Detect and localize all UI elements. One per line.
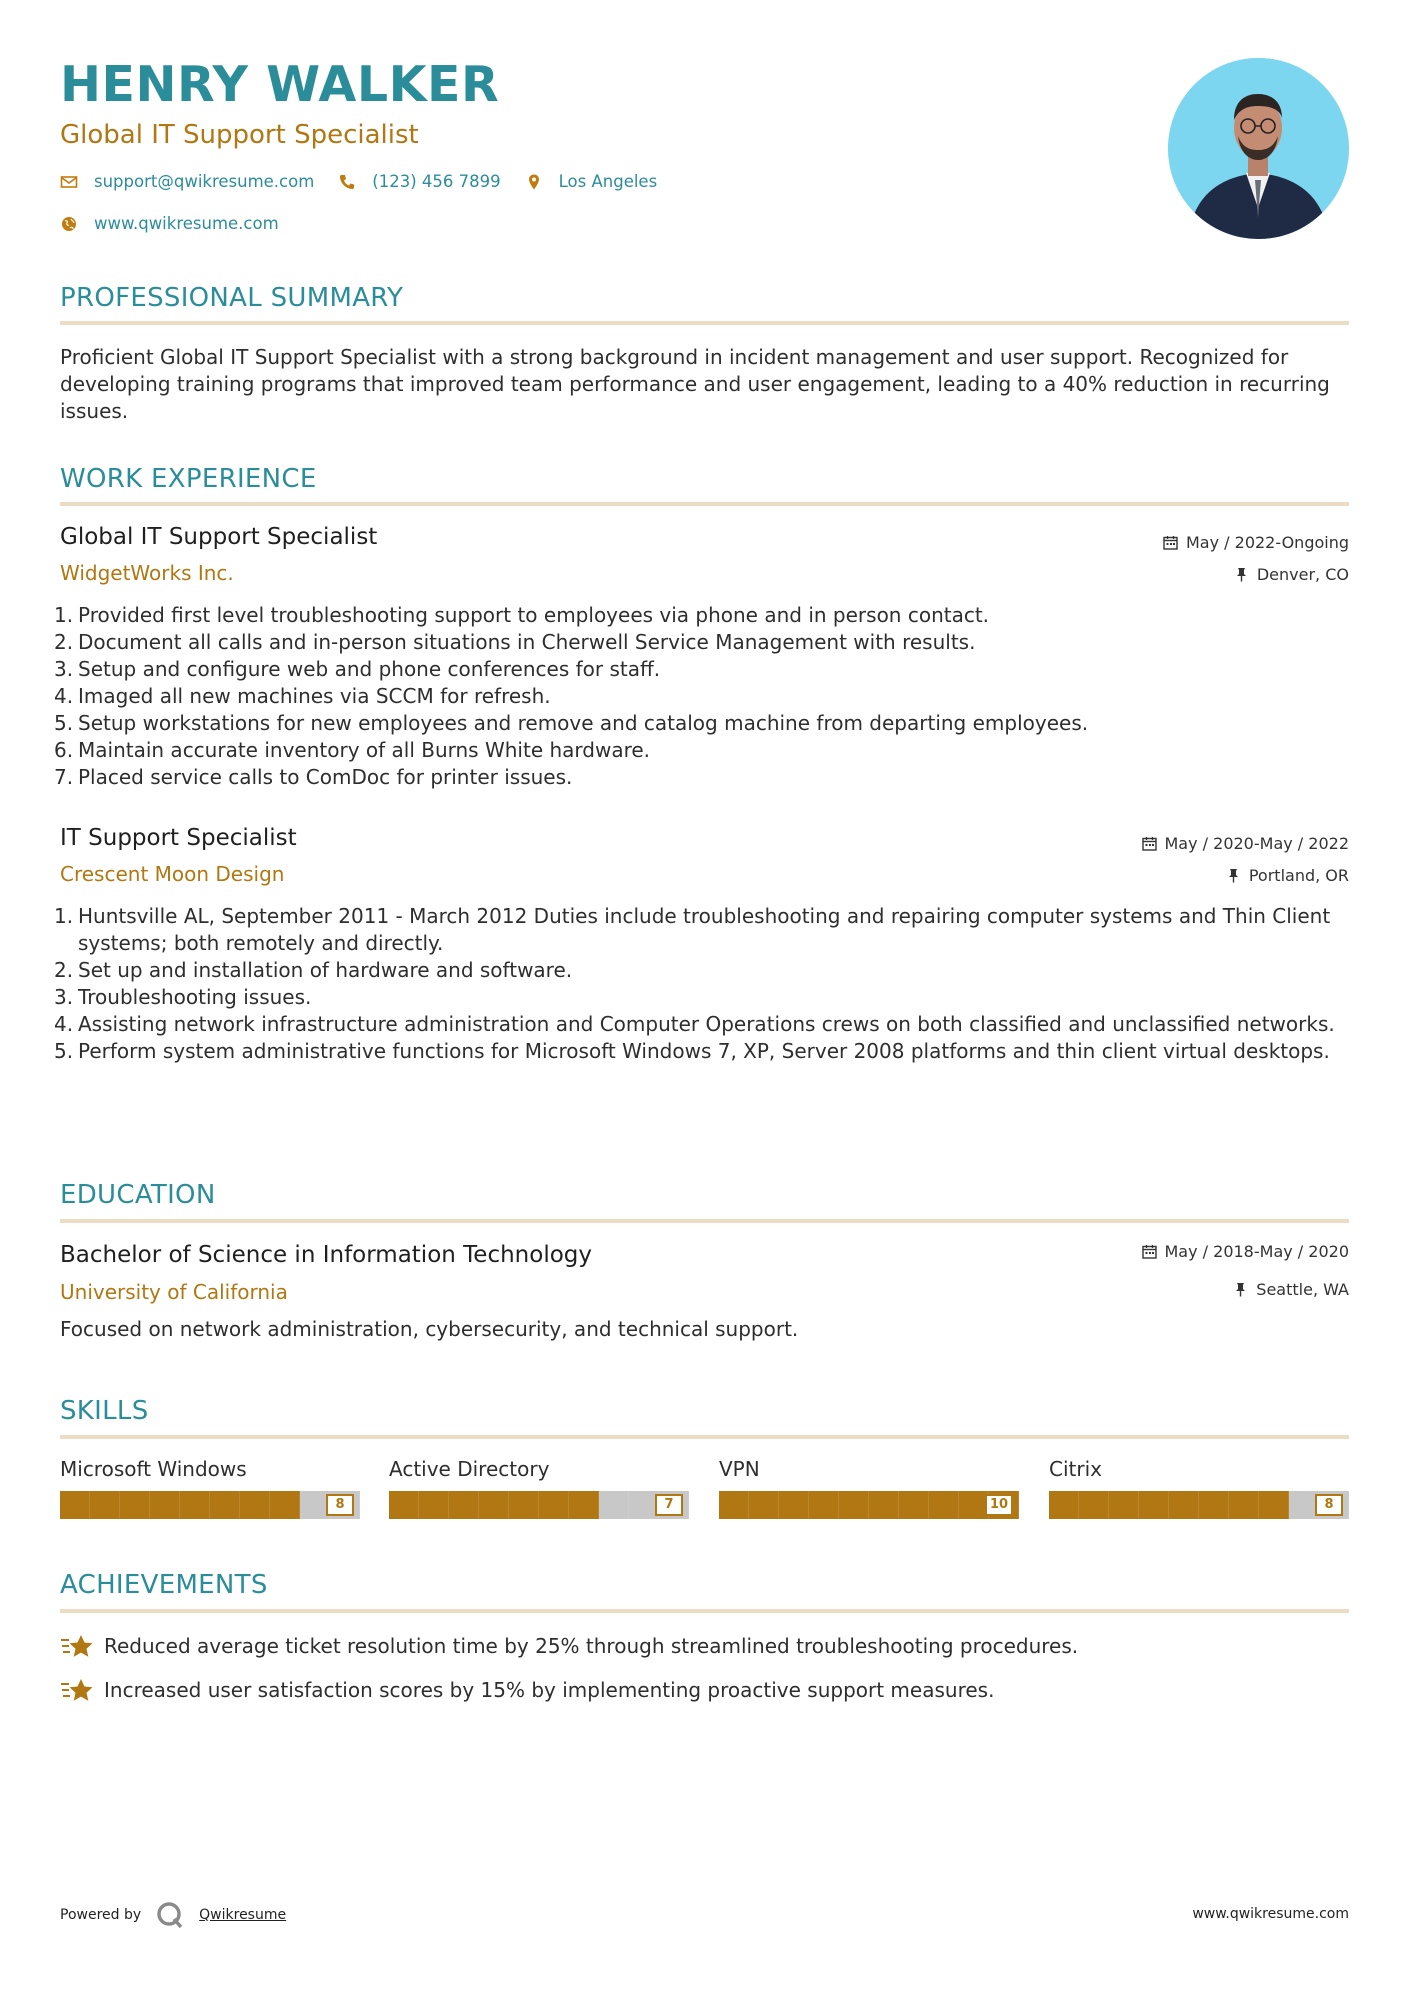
pushpin-icon xyxy=(1234,567,1249,582)
duty-item: Placed service calls to ComDoc for printer issues. xyxy=(78,765,573,789)
skill-segment-filled xyxy=(779,1491,809,1519)
candidate-role: Global IT Support Specialist xyxy=(60,120,419,150)
education-dates-text: May / 2018-May / 2020 xyxy=(1164,1242,1349,1261)
skill-segment-filled xyxy=(809,1491,839,1519)
profile-photo-portrait xyxy=(1168,58,1349,239)
skill-segment-filled xyxy=(1169,1491,1199,1519)
skill-item xyxy=(1049,1457,1349,1519)
skill-level-bar xyxy=(60,1491,360,1519)
skill-segment-filled xyxy=(1199,1491,1229,1519)
skill-level-number: 8 xyxy=(326,1494,354,1516)
job-duties-list xyxy=(60,602,1349,791)
company-name: Crescent Moon Design xyxy=(60,862,285,886)
skill-segment-filled xyxy=(869,1491,899,1519)
job-duties-list xyxy=(60,903,1349,1065)
skill-segment-filled xyxy=(1109,1491,1139,1519)
skill-segment-filled xyxy=(90,1491,120,1519)
duty-item: Setup and configure web and phone conferences for staff. xyxy=(78,657,661,681)
job-dates xyxy=(1142,834,1350,853)
skill-segment-filled xyxy=(1139,1491,1169,1519)
section-divider xyxy=(60,1609,1349,1613)
achievement-text: Reduced average ticket resolution time by 25% through streamlined troubleshooting procedures. xyxy=(104,1634,1079,1658)
job-location xyxy=(1226,866,1349,885)
email-link[interactable]: support@qwikresume.com xyxy=(94,172,315,191)
skill-level-number: 10 xyxy=(985,1494,1013,1516)
duty-item: Assisting network infrastructure administration and Computer Operations crews on both classified and unclassified networks. xyxy=(78,1012,1335,1036)
pushpin-icon xyxy=(1233,1282,1248,1297)
skill-segment-filled xyxy=(389,1491,419,1519)
duty-item: Imaged all new machines via SCCM for refresh. xyxy=(78,684,551,708)
duty-item: Troubleshooting issues. xyxy=(78,985,312,1009)
skill-segment-filled xyxy=(899,1491,929,1519)
summary-text: Proficient Global IT Support Specialist with a strong background in incident management and user support. Recognized for developing training programs that improved team performance and user engagement, leading to a 40% reduction in recurring issues. xyxy=(60,345,1330,423)
skills-heading: SKILLS xyxy=(60,1396,149,1426)
website-link[interactable]: www.qwikresume.com xyxy=(94,214,279,233)
skill-segment-filled xyxy=(1259,1491,1289,1519)
job-location-text: Portland, OR xyxy=(1248,866,1349,885)
skill-level-number: 8 xyxy=(1315,1494,1343,1516)
calendar-icon xyxy=(1163,535,1178,550)
skill-item xyxy=(389,1457,689,1519)
skill-name: VPN xyxy=(719,1457,760,1481)
qwikresume-link[interactable]: Qwikresume xyxy=(199,1907,287,1923)
globe-icon xyxy=(60,215,78,233)
skill-level-bar xyxy=(1049,1491,1349,1519)
school-name: University of California xyxy=(60,1280,288,1304)
achievement-item xyxy=(60,1632,1078,1660)
skill-segment-filled xyxy=(150,1491,180,1519)
job-title: IT Support Specialist xyxy=(60,825,297,851)
skill-segment-filled xyxy=(270,1491,300,1519)
education-heading: EDUCATION xyxy=(60,1180,216,1210)
job-dates xyxy=(1163,533,1349,552)
education-dates xyxy=(1142,1242,1350,1261)
job-dates-text: May / 2020-May / 2022 xyxy=(1164,834,1349,853)
calendar-icon xyxy=(1142,836,1157,851)
section-divider xyxy=(60,1219,1349,1223)
calendar-icon xyxy=(1142,1244,1157,1259)
skill-segment-filled xyxy=(479,1491,509,1519)
skill-segment-filled xyxy=(719,1491,749,1519)
skill-segment-filled xyxy=(509,1491,539,1519)
education-location xyxy=(1233,1280,1349,1299)
footer-url[interactable]: www.qwikresume.com xyxy=(1192,1906,1349,1922)
duty-item: Document all calls and in-person situations in Cherwell Service Management with results. xyxy=(78,630,976,654)
education-description: Focused on network administration, cybersecurity, and technical support. xyxy=(60,1317,799,1341)
skill-segment-filled xyxy=(60,1491,90,1519)
candidate-name: HENRY WALKER xyxy=(60,56,500,113)
phone-number[interactable]: (123) 456 7899 xyxy=(372,172,501,191)
map-pin-icon xyxy=(525,173,543,191)
skill-level-number: 7 xyxy=(655,1494,683,1516)
duty-item: Setup workstations for new employees and remove and catalog machine from departing employees. xyxy=(78,711,1089,735)
contact-row-2 xyxy=(60,214,303,233)
degree-title: Bachelor of Science in Information Technology xyxy=(60,1242,592,1268)
duty-item: Huntsville AL, September 2011 - March 2012 Duties include troubleshooting and repairing computer systems and Thin Client systems; both remotely and directly. xyxy=(78,904,1331,955)
skill-segment-empty xyxy=(599,1491,629,1519)
skill-segment-filled xyxy=(929,1491,959,1519)
location-text: Los Angeles xyxy=(558,172,658,191)
skill-name: Citrix xyxy=(1049,1457,1102,1481)
skill-segment-filled xyxy=(1229,1491,1259,1519)
achievements-heading: ACHIEVEMENTS xyxy=(60,1570,268,1600)
skill-item xyxy=(60,1457,360,1519)
skill-segment-filled xyxy=(569,1491,599,1519)
job-location xyxy=(1234,565,1349,584)
education-location-text: Seattle, WA xyxy=(1256,1280,1349,1299)
skill-item xyxy=(719,1457,1019,1519)
job-title: Global IT Support Specialist xyxy=(60,524,378,550)
experience-heading: WORK EXPERIENCE xyxy=(60,464,317,494)
skill-segment-filled xyxy=(1049,1491,1079,1519)
phone-icon xyxy=(338,173,356,191)
section-divider xyxy=(60,1435,1349,1439)
star-icon xyxy=(60,1632,94,1660)
skill-name: Microsoft Windows xyxy=(60,1457,247,1481)
duty-item: Perform system administrative functions for Microsoft Windows 7, XP, Server 2008 platforms and thin client virtual desktops. xyxy=(78,1039,1330,1063)
skill-level-bar xyxy=(719,1491,1019,1519)
skill-segment-filled xyxy=(180,1491,210,1519)
duty-item: Maintain accurate inventory of all Burns White hardware. xyxy=(78,738,651,762)
skill-segment-filled xyxy=(240,1491,270,1519)
skill-segment-filled xyxy=(539,1491,569,1519)
star-icon xyxy=(60,1676,94,1704)
skill-name: Active Directory xyxy=(389,1457,550,1481)
section-divider xyxy=(60,321,1349,325)
envelope-icon xyxy=(60,173,78,191)
duty-item: Set up and installation of hardware and software. xyxy=(78,958,573,982)
skill-segment-filled xyxy=(210,1491,240,1519)
footer-powered-by xyxy=(60,1900,286,1930)
duty-item: Provided first level troubleshooting support to employees via phone and in person contact. xyxy=(78,603,990,627)
skill-segment-filled xyxy=(120,1491,150,1519)
section-divider xyxy=(60,502,1349,506)
pushpin-icon xyxy=(1226,868,1241,883)
company-name: WidgetWorks Inc. xyxy=(60,561,234,585)
achievement-item xyxy=(60,1676,994,1704)
qwikresume-logo-icon xyxy=(155,1900,185,1930)
skill-segment-filled xyxy=(1079,1491,1109,1519)
contact-row-1 xyxy=(60,172,681,191)
skill-segment-filled xyxy=(839,1491,869,1519)
summary-heading: PROFESSIONAL SUMMARY xyxy=(60,283,404,313)
profile-photo xyxy=(1168,58,1349,239)
skill-level-bar xyxy=(389,1491,689,1519)
skill-segment-filled xyxy=(449,1491,479,1519)
powered-by-label: Powered by xyxy=(60,1907,142,1923)
job-location-text: Denver, CO xyxy=(1256,565,1349,584)
skill-segment-filled xyxy=(749,1491,779,1519)
achievement-text: Increased user satisfaction scores by 15% by implementing proactive support measures. xyxy=(104,1678,995,1702)
job-dates-text: May / 2022-Ongoing xyxy=(1186,533,1349,552)
skill-segment-filled xyxy=(419,1491,449,1519)
